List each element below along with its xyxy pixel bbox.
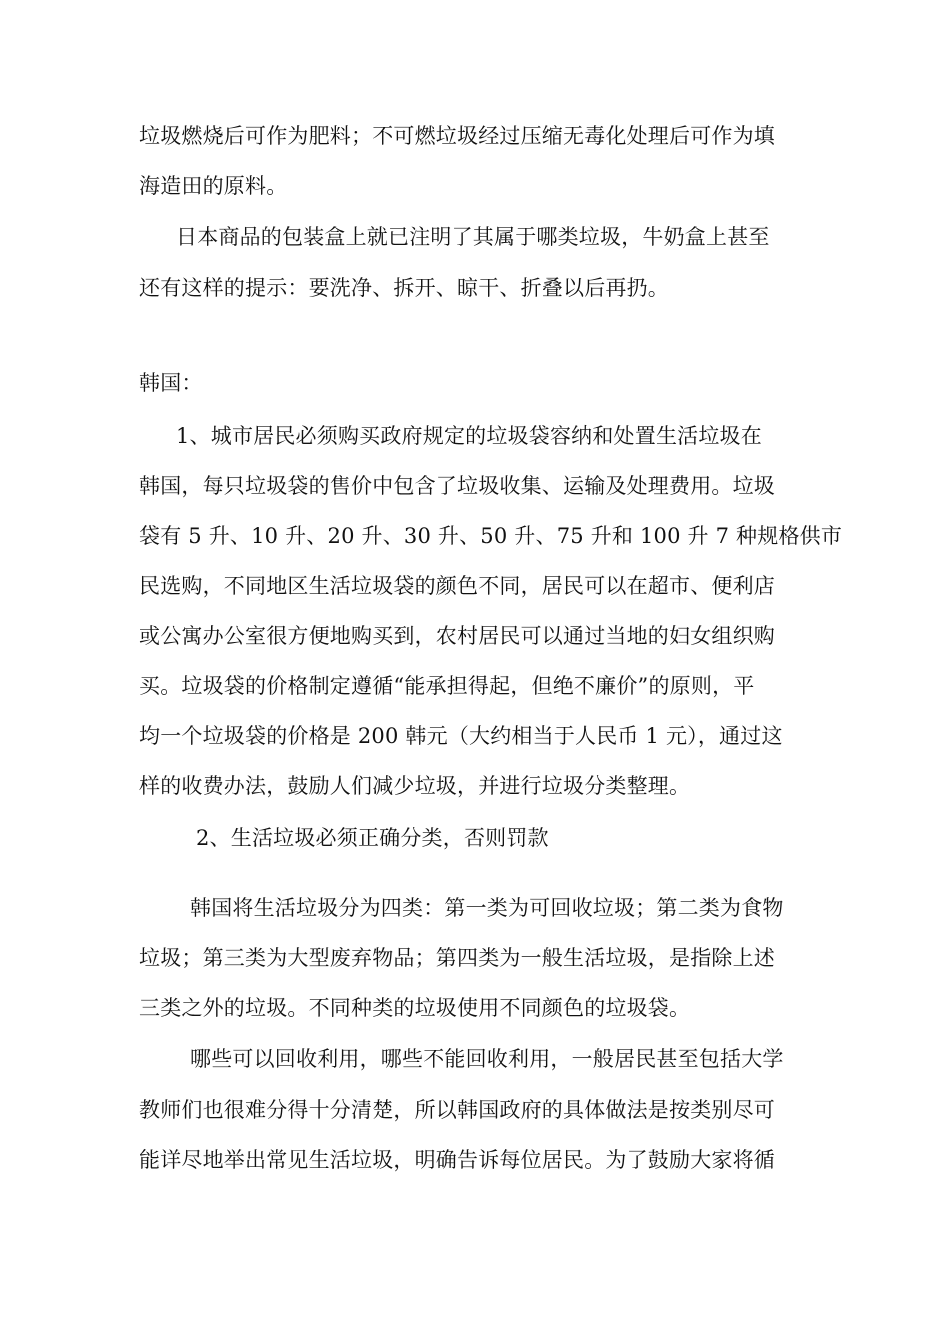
text-line: 能详尽地举出常见生活垃圾，明确告诉每位居民。为了鼓励大家将循 [139, 1148, 775, 1172]
text-line: 三类之外的垃圾。不同种类的垃圾使用不同颜色的垃圾袋。 [139, 996, 691, 1020]
section-heading-korea: 韩国： [139, 371, 203, 395]
text-line: 1、城市居民必须购买政府规定的垃圾袋容纳和处置生活垃圾在 [176, 424, 762, 448]
subheading-line: 2、生活垃圾必须正确分类，否则罚款 [196, 826, 549, 850]
text-line: 韩国将生活垃圾分为四类：第一类为可回收垃圾；第二类为食物 [190, 896, 784, 920]
text-line: 日本商品的包装盒上就已注明了其属于哪类垃圾，牛奶盒上甚至 [176, 225, 770, 249]
text-line: 买。垃圾袋的价格制定遵循“能承担得起，但绝不廉价”的原则，平 [139, 674, 755, 698]
text-line: 均一个垃圾袋的价格是 200 韩元（大约相当于人民币 1 元），通过这 [139, 724, 783, 748]
text-line: 韩国，每只垃圾袋的售价中包含了垃圾收集、运输及处理费用。垃圾 [139, 474, 775, 498]
text-line: 样的收费办法，鼓励人们减少垃圾，并进行垃圾分类整理。 [139, 774, 691, 798]
text-line: 还有这样的提示：要洗净、拆开、晾干、折叠以后再扔。 [139, 276, 669, 300]
text-line: 或公寓办公室很方便地购买到，农村居民可以通过当地的妇女组织购 [139, 624, 775, 648]
text-line: 垃圾燃烧后可作为肥料；不可燃垃圾经过压缩无毒化处理后可作为填 [139, 124, 775, 148]
text-line: 袋有 5 升、10 升、20 升、30 升、50 升、75 升和 100 升 7 种规格供市 [139, 524, 843, 548]
text-line: 教师们也很难分得十分清楚，所以韩国政府的具体做法是按类别尽可 [139, 1098, 775, 1122]
text-line: 海造田的原料。 [139, 174, 288, 198]
text-line: 垃圾；第三类为大型废弃物品；第四类为一般生活垃圾，是指除上述 [139, 946, 775, 970]
text-line: 哪些可以回收利用，哪些不能回收利用，一般居民甚至包括大学 [190, 1047, 784, 1071]
text-line: 民选购，不同地区生活垃圾袋的颜色不同，居民可以在超市、便利店 [139, 574, 775, 598]
